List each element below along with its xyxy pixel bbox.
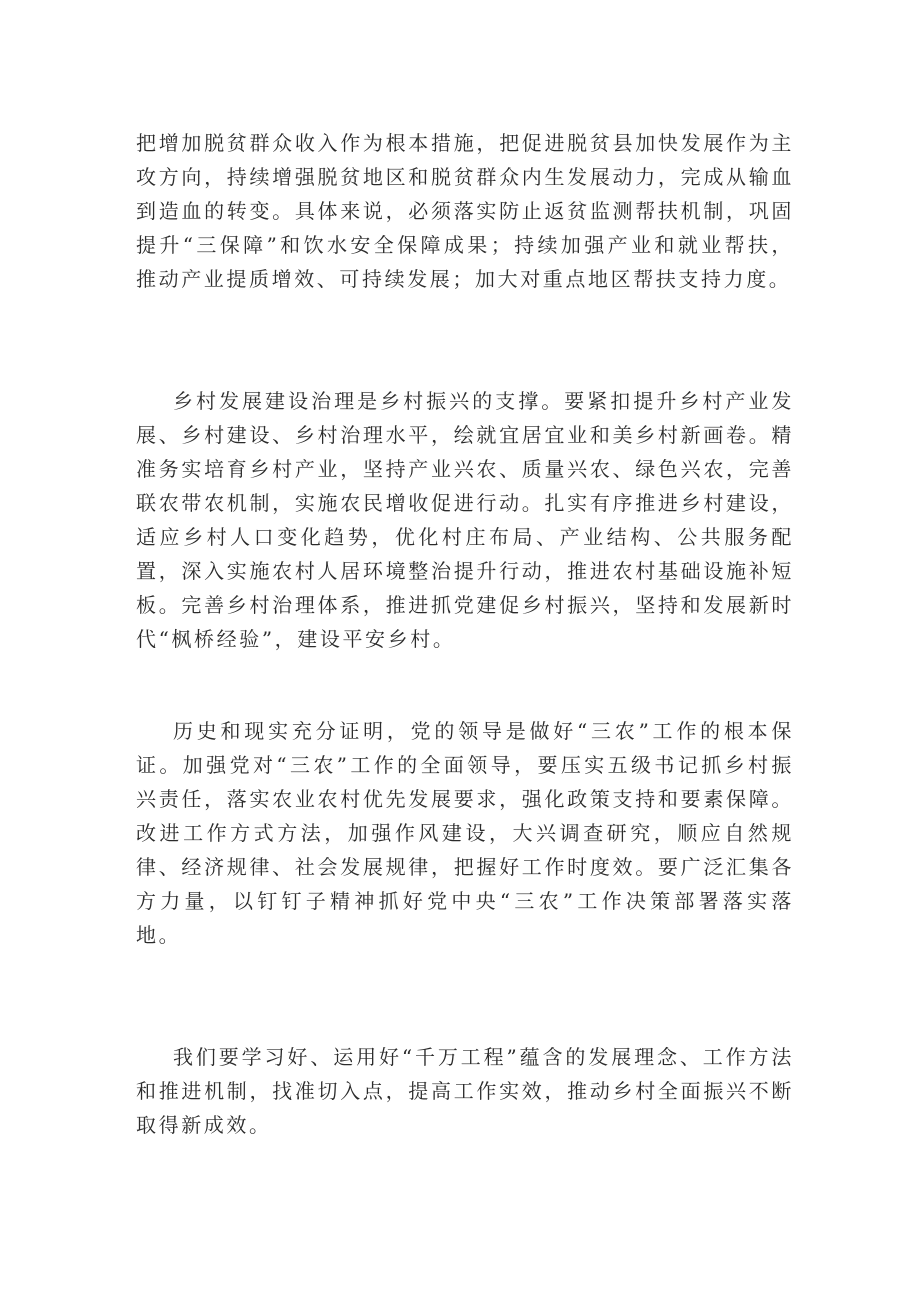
paragraph-poverty-alleviation: 把增加脱贫群众收入作为根本措施，把促进脱贫县加快发展作为主攻方向，持续增强脱贫地区和脱贫群众内生发展动力，完成从输血到造血的转变。具体来说，必须落实防止返贫监测帮扶机制，巩固提升“三保障”和饮水安全保障成果；持续加强产业和就业帮扶，推动产业提质增效、可持续发展；加大对重点地区帮扶支持力度。 (136, 131, 794, 291)
paragraph-rural-development: 乡村发展建设治理是乡村振兴的支撑。要紧扣提升乡村产业发展、乡村建设、乡村治理水平，绘就宜居宜业和美乡村新画卷。精准务实培育乡村产业，坚持产业兴农、质量兴农、绿色兴农，完善联农带农机制，实施农民增收促进行动。扎实有序推进乡村建设，适应乡村人口变化趋势，优化村庄布局、产业结构、公共服务配置，深入实施农村人居环境整治提升行动，推进农村基础设施补短板。完善乡村治理体系，推进抓党建促乡村振兴，坚持和发展新时代“枫桥经验”，建设平安乡村。 (136, 389, 794, 651)
paragraph-conclusion: 我们要学习好、运用好“千万工程”蕴含的发展理念、工作方法和推进机制，找准切入点，提高工作实效，推动乡村全面振兴不断取得新成效。 (136, 1045, 794, 1137)
paragraph-party-leadership: 历史和现实充分证明，党的领导是做好“三农”工作的根本保证。加强党对“三农”工作的全面领导，要压实五级书记抓乡村振兴责任，落实农业农村优先发展要求，强化政策支持和要素保障。改进工作方式方法，加强作风建设，大兴调查研究，顺应自然规律、经济规律、社会发展规律，把握好工作时度效。要广泛汇集各方力量，以钉钉子精神抓好党中央“三农”工作决策部署落实落地。 (136, 719, 794, 947)
